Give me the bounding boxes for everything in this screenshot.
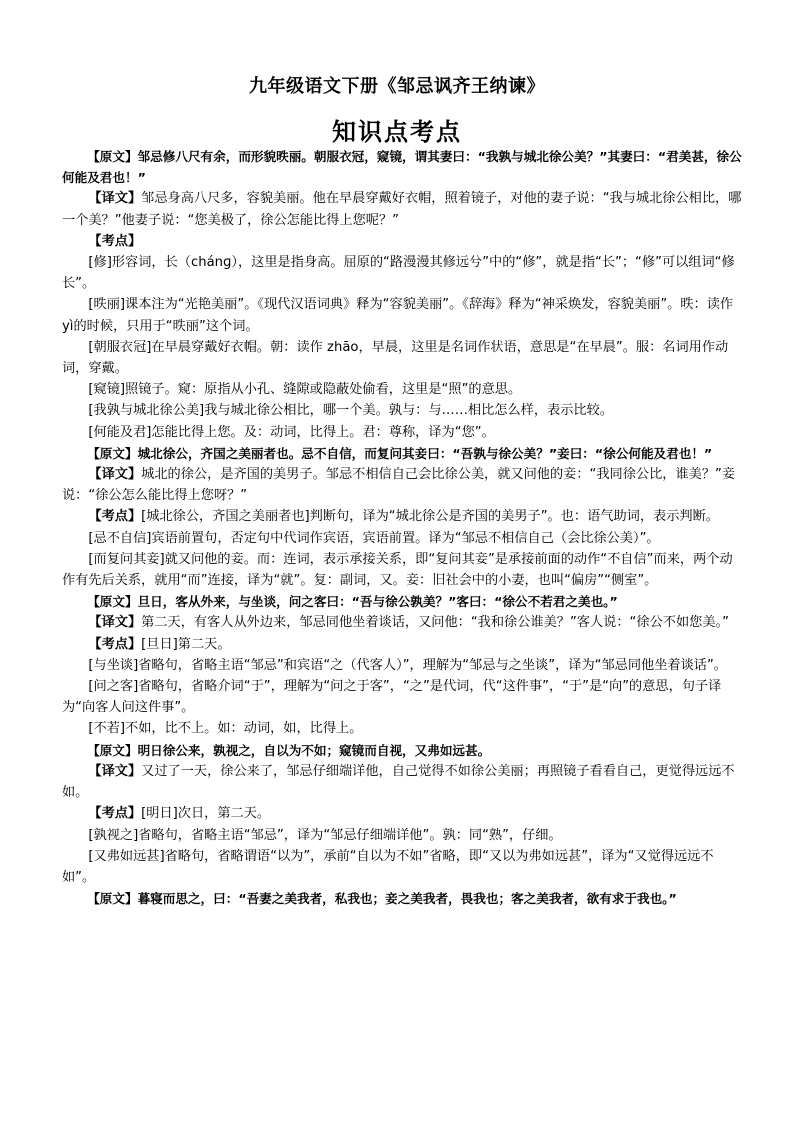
paragraph-note xyxy=(62,379,742,400)
document-subtitle: 知识点考点 xyxy=(332,118,462,146)
paragraph-key-points xyxy=(62,634,742,655)
paragraph-note xyxy=(62,252,742,294)
paragraph-label: 【原文】 xyxy=(87,445,138,461)
paragraph-label: 【原文】 xyxy=(87,594,138,610)
paragraph-text: [明日]次日，第二天。 xyxy=(141,806,271,822)
paragraph-text: [窥镜]照镜子。窥：原指从小孔、缝隙或隐蔽处偷看，这里是“照”的意思。 xyxy=(88,382,522,398)
paragraph-note xyxy=(62,676,742,718)
paragraph-translation xyxy=(62,761,742,803)
paragraph-original-text xyxy=(62,146,742,188)
paragraph-original-text xyxy=(62,591,742,612)
paragraph-note xyxy=(62,528,742,549)
document-title: 九年级语文下册《邹忌讽齐王纳谏》 xyxy=(249,76,545,97)
paragraph-text: [何能及君]怎能比得上您。及：动词，比得上。君：尊称，译为“您”。 xyxy=(88,424,495,440)
paragraph-text: [我孰与城北徐公美]我与城北徐公相比，哪一个美。孰与：与……相比怎么样，表示比较。 xyxy=(88,403,613,419)
paragraph-note xyxy=(62,718,742,739)
paragraph-text: [忌不自信]宾语前置句，否定句中代词作宾语，宾语前置。译为“邹忌不相信自己（会比徐公美）”。 xyxy=(88,530,660,546)
paragraph-text: [修]形容词，长（chánɡ），这里是指身高。屈原的“路漫漫其修远兮”中的“修”，就是指“长”；“修”可以组词“修长”。 xyxy=(62,255,735,292)
paragraph-note xyxy=(62,846,742,888)
paragraph-label: 【考点】 xyxy=(88,509,142,525)
paragraph-text: 旦日，客从外来，与坐谈，问之客曰：“吾与徐公孰美？”客曰：“徐公不若君之美也。” xyxy=(137,594,618,610)
paragraph-note xyxy=(62,294,742,336)
paragraph-original-text xyxy=(62,888,742,909)
paragraph-text: 邹忌修八尺有余，而形貌昳丽。朝服衣冠，窥镜，谓其妻曰：“我孰与城北徐公美？”其妻曰：“君美甚，徐公何能及君也！” xyxy=(62,149,742,186)
paragraph-text: 暮寝而思之，曰：“吾妻之美我者，私我也；妾之美我者，畏我也；客之美我者，欲有求于我也。” xyxy=(137,891,677,907)
paragraph-text: [城北徐公，齐国之美丽者也]判断句，译为“城北徐公是齐国的美男子”。也：语气助词，表示判断。 xyxy=(141,509,719,525)
paragraph-text: [又弗如远甚]省略句，省略谓语“以为”，承前“自以为不如”省略，即“又以为弗如远甚”，译为“又觉得远远不如”。 xyxy=(62,848,714,885)
paragraph-text: [旦日]第二天。 xyxy=(141,636,231,652)
paragraph-note xyxy=(62,825,742,846)
paragraph-translation xyxy=(62,464,742,506)
paragraph-text: 城北徐公，齐国之美丽者也。忌不自信，而复问其妾曰：“吾孰与徐公美？”妾曰：“徐公何能及君也！” xyxy=(137,445,713,461)
paragraph-key-points xyxy=(62,506,742,527)
paragraph-label: 【原文】 xyxy=(87,742,138,758)
paragraph-label: 【译文】 xyxy=(88,467,142,483)
paragraph-label: 【考点】 xyxy=(88,233,142,249)
paragraph-text: [孰视之]省略句，省略主语“邹忌”，译为“邹忌仔细端详他”。孰：同“熟”，仔细。 xyxy=(88,827,562,843)
paragraph-text: 又过了一天，徐公来了，邹忌仔细端详他，自己觉得不如徐公美丽；再照镜子看看自己，更觉得远远不如。 xyxy=(62,763,735,801)
paragraph-label: 【考点】 xyxy=(88,636,142,652)
paragraph-key-points xyxy=(62,231,742,252)
paragraph-text: [昳丽]课本注为“光艳美丽”。《现代汉语词典》释为“容貌美丽”。《辞海》释为“神采焕发，容貌美丽”。昳：读作 yì的时候，只用于“昳丽”这个词。 xyxy=(62,297,734,334)
paragraph-original-text xyxy=(62,443,742,464)
document-body xyxy=(62,146,742,909)
paragraph-key-points xyxy=(62,803,742,824)
paragraph-note xyxy=(62,549,742,591)
paragraph-note xyxy=(62,337,742,379)
paragraph-label: 【考点】 xyxy=(88,806,142,822)
paragraph-text: [朝服衣冠]在早晨穿戴好衣帽。朝：读作 zhāo，早晨，这里是名词作状语，意思是“在早晨”。服：名词用作动词，穿戴。 xyxy=(62,339,729,377)
paragraph-note xyxy=(62,655,742,676)
paragraph-text: 城北的徐公，是齐国的美男子。邹忌不相信自己会比徐公美，就又问他的妾：“我同徐公比，谁美？”妾说：“徐公怎么能比得上您呀？” xyxy=(62,467,736,504)
paragraph-text: [与坐谈]省略句，省略主语“邹忌”和宾语“之（代客人）”，理解为“邹忌与之坐谈”，译为“邹忌同他坐着谈话”。 xyxy=(88,657,727,673)
paragraph-text: [不若]不如，比不上。如：动词，如，比得上。 xyxy=(88,721,363,737)
paragraph-label: 【译文】 xyxy=(88,615,142,631)
paragraph-label: 【原文】 xyxy=(87,891,138,907)
paragraph-text: [问之客]省略句，省略介词“于”，理解为“问之于客”，“之”是代词，代“这件事”，“于”是“向”的意思，句子译为“向客人问这件事”。 xyxy=(62,679,722,716)
paragraph-text: [而复问其妾]就又问他的妾。而：连词，表示承接关系，即“复问其妾”是承接前面的动作“不自信”而来，两个动作有先后关系，就用“而”连接，译为“就”。复：副词，又。妾：旧社会中的小妻，也叫“偏房”“侧室”。 xyxy=(62,551,733,589)
paragraph-text: 第二天，有客人从外边来，邹忌同他坐着谈话，又问他：“我和徐公谁美？”客人说：“徐公不如您美。” xyxy=(141,615,729,631)
paragraph-translation xyxy=(62,612,742,633)
paragraph-text: 邹忌身高八尺多，容貌美丽。他在早晨穿戴好衣帽，照着镜子，对他的妻子说：“我与城北徐公相比，哪一个美？”他妻子说：“您美极了，徐公怎能比得上您呢？” xyxy=(62,191,742,228)
paragraph-note xyxy=(62,422,742,443)
paragraph-text: 明日徐公来，孰视之，自以为不如；窥镜而自视，又弗如远甚。 xyxy=(137,742,491,758)
paragraph-label: 【译文】 xyxy=(88,191,142,207)
paragraph-original-text xyxy=(62,740,742,761)
paragraph-label: 【原文】 xyxy=(87,149,138,164)
paragraph-label: 【译文】 xyxy=(88,763,142,779)
paragraph-translation xyxy=(62,188,742,230)
paragraph-note xyxy=(62,400,742,421)
